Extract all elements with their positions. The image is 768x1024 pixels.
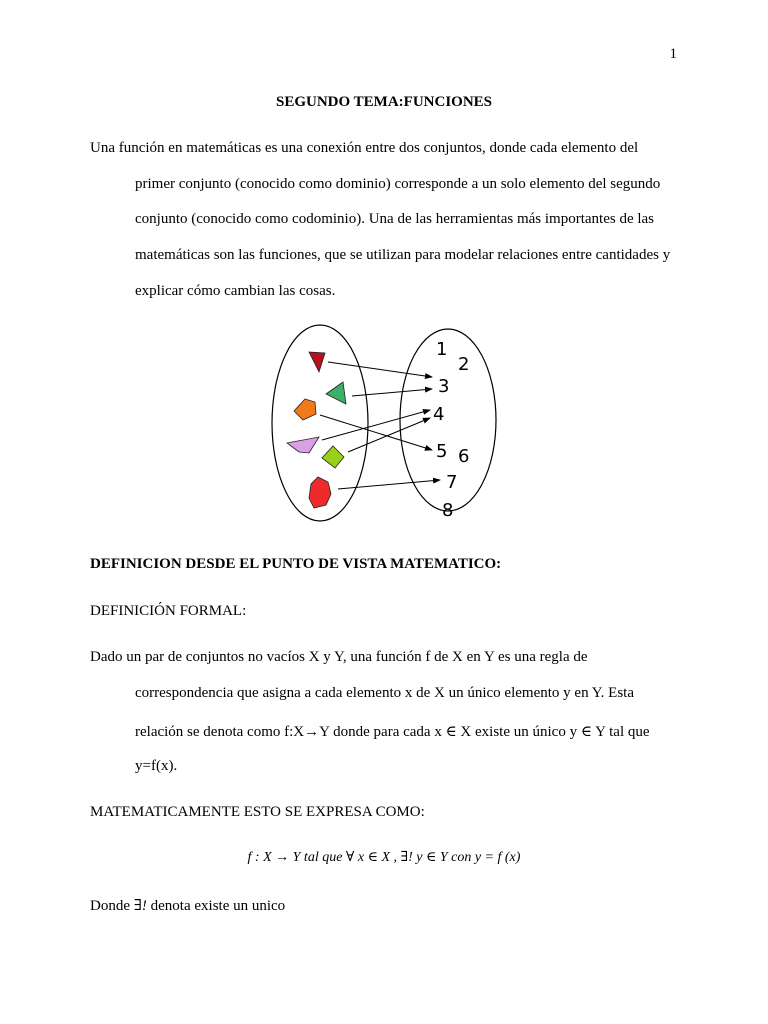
codomain-label-1: 1 xyxy=(436,339,448,360)
green-triangle-shape xyxy=(326,382,346,404)
paragraph-line: relación se denota como f:X→Y donde para cada x ∈ X existe un único y ∈ Y tal que xyxy=(135,724,650,740)
paragraph-line: Una función en matemáticas es una conexión entre dos conjuntos, donde cada elemento del xyxy=(90,140,639,156)
arrow-red-triangle-to-3 xyxy=(328,362,432,377)
codomain-label-5: 5 xyxy=(436,441,448,462)
red-heptagon-shape xyxy=(309,477,331,508)
arrow-heptagon-to-7 xyxy=(338,480,440,489)
red-triangle-shape xyxy=(309,352,325,372)
orange-pentagon-shape xyxy=(294,399,316,420)
lime-diamond-shape xyxy=(322,446,344,468)
paragraph-line: conjunto (conocido como codominio). Una de las herramientas más importantes de las xyxy=(135,211,655,227)
codomain-label-2: 2 xyxy=(458,354,470,375)
donde-line xyxy=(90,896,285,915)
arrow-diamond-to-4 xyxy=(348,418,430,452)
math-heading: MATEMATICAMENTE ESTO SE EXPRESA COMO: xyxy=(90,804,425,820)
codomain-label-7: 7 xyxy=(446,472,458,493)
violet-quadrilateral-shape xyxy=(287,437,319,453)
mapping-arrows xyxy=(320,362,440,489)
arrow-pentagon-to-5 xyxy=(320,415,432,450)
arrow-green-triangle-to-3 xyxy=(352,389,432,396)
paragraph-line: primer conjunto (conocido como dominio) corresponde a un solo elemento del segundo xyxy=(135,176,661,192)
paragraph-line: explicar cómo cambian las cosas. xyxy=(135,283,336,299)
paragraph-line: correspondencia que asigna a cada elemento x de X un único elemento y en Y. Esta xyxy=(135,685,634,701)
page-number: 1 xyxy=(669,46,677,62)
codomain-labels xyxy=(433,339,469,521)
donde-prefix: Donde xyxy=(90,898,130,914)
codomain-label-3: 3 xyxy=(438,376,450,397)
formula: f : X → Y tal que ∀ x ∈ X , ∃! y ∈ Y con y = f (x) xyxy=(247,850,521,865)
function-mapping-diagram xyxy=(262,322,512,532)
page-title: SEGUNDO TEMA:FUNCIONES xyxy=(276,94,492,110)
donde-suffix: denota existe un unico xyxy=(150,898,286,914)
paragraph-line: Dado un par de conjuntos no vacíos X y Y, una función f de X en Y es una regla de xyxy=(90,649,588,665)
subheading: DEFINICIÓN FORMAL: xyxy=(90,603,247,619)
paragraph-line: y=f(x). xyxy=(135,758,178,774)
codomain-label-4: 4 xyxy=(433,404,445,425)
paragraph-line: matemáticas son las funciones, que se utilizan para modelar relaciones entre cantidades y xyxy=(135,247,671,263)
section-heading: DEFINICION DESDE EL PUNTO DE VISTA MATEMATICO: xyxy=(90,556,502,572)
codomain-label-8: 8 xyxy=(442,500,454,521)
codomain-label-6: 6 xyxy=(458,446,470,467)
exists-unique-symbol: ∃! xyxy=(133,898,147,914)
